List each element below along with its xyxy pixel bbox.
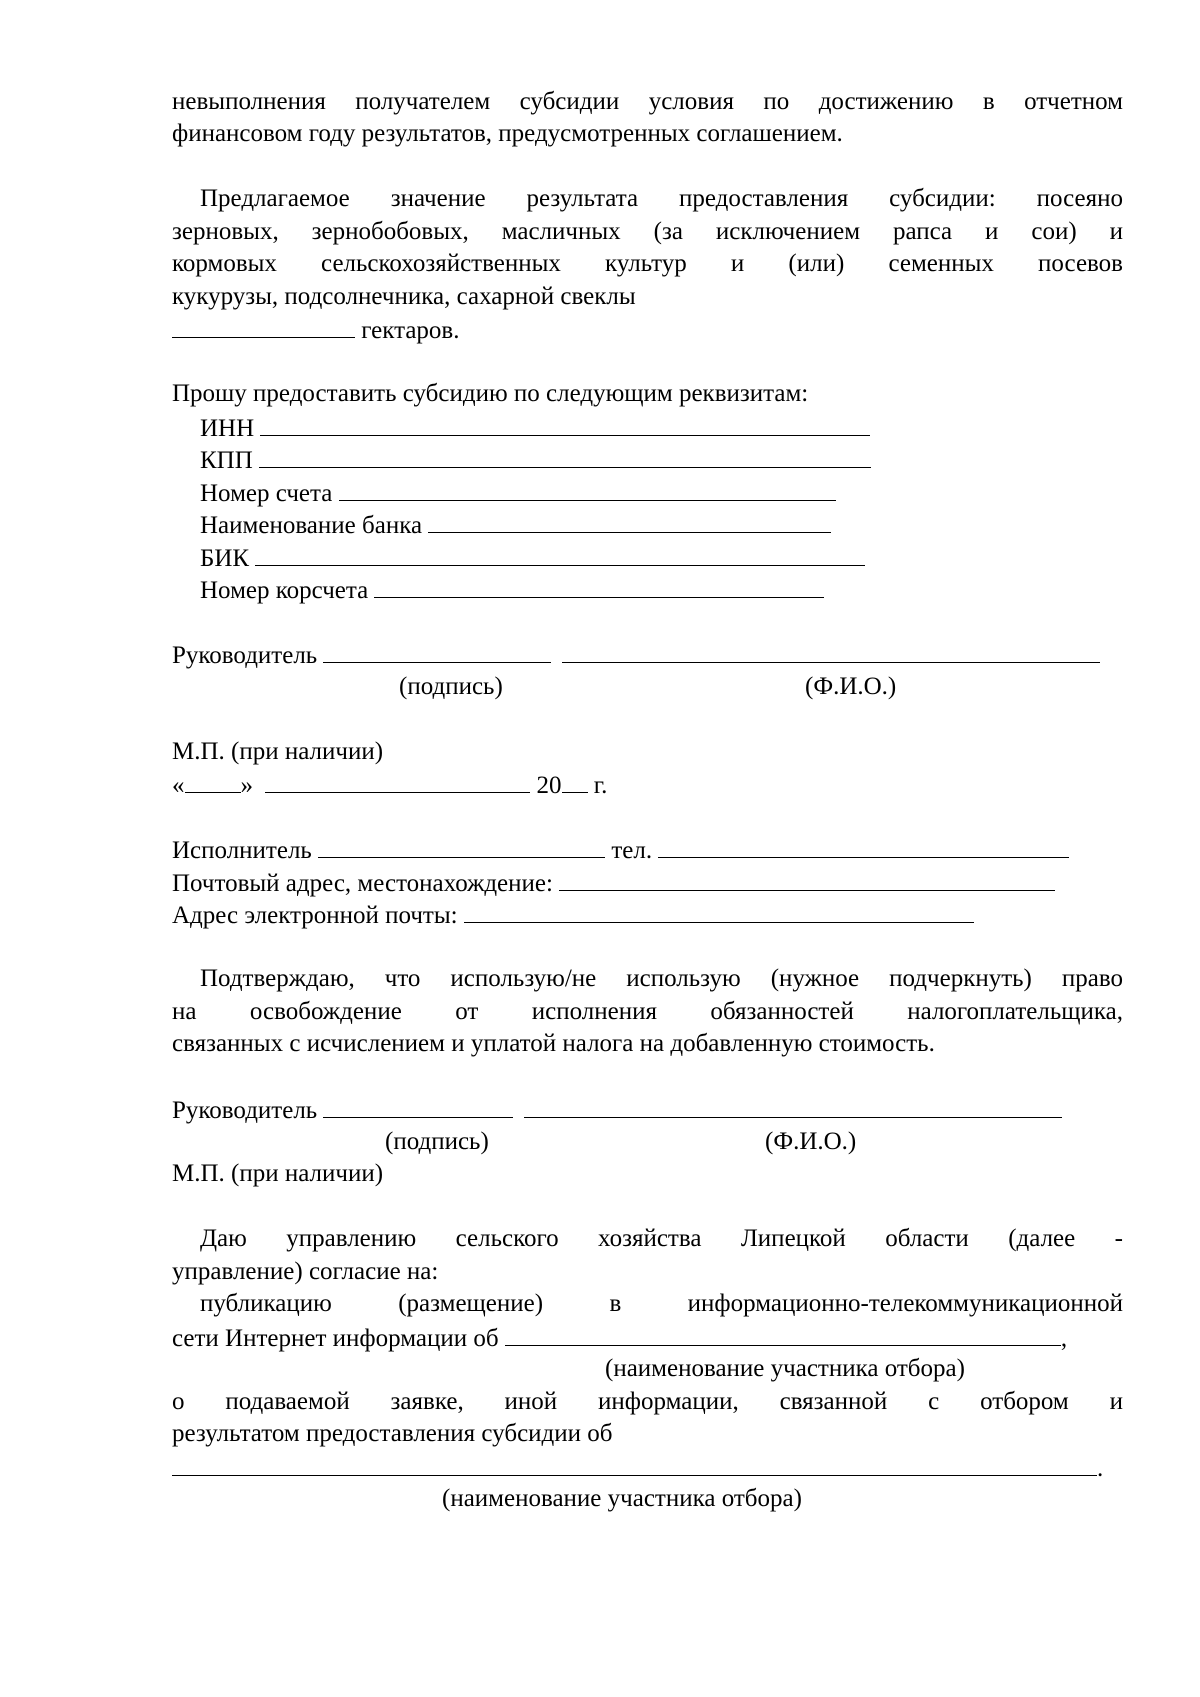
consent-line-1: Даю управлению сельского хозяйства Липецкой области (далее -	[200, 1225, 1123, 1252]
corr-blank[interactable]	[374, 573, 824, 598]
participant-caption-2: (наименование участника отбора)	[442, 1485, 802, 1512]
results-line-1: невыполнения получателем субсидии условия по достижению в отчетном	[172, 88, 1123, 115]
tel-blank[interactable]	[658, 833, 1069, 858]
year-prefix: 20	[536, 772, 562, 799]
vat-line-1: Подтверждаю, что использую/не использую (нужное подчеркнуть) право	[200, 965, 1123, 992]
kpp-label: КПП	[200, 447, 253, 474]
value-line-4: кукурузы, подсолнечника, сахарной свеклы	[172, 283, 636, 310]
vat-line-3: связанных с исчислением и уплатой налога на добавленную стоимость.	[172, 1030, 935, 1057]
email-row	[172, 898, 974, 932]
fio-caption-1: (Ф.И.О.)	[805, 673, 897, 700]
inn-blank[interactable]	[260, 411, 870, 436]
head-label-2: Руководитель	[172, 1097, 318, 1124]
bank-label: Наименование банка	[200, 512, 423, 539]
date-quote-open: «	[172, 772, 185, 799]
account-label: Номер счета	[200, 480, 333, 507]
signature-caption-1: (подпись)	[399, 673, 503, 700]
participant-caption-1: (наименование участника отбора)	[605, 1355, 965, 1382]
consent-comma: ,	[1060, 1325, 1068, 1352]
corr-label: Номер корсчета	[200, 577, 369, 604]
fio-caption-2: (Ф.И.О.)	[765, 1128, 857, 1155]
inn-label: ИНН	[200, 415, 255, 442]
kpp-row	[200, 443, 871, 477]
year-suffix: г.	[593, 772, 608, 799]
value-line-1: Предлагаемое значение результата предоставления субсидии: посеяно	[200, 185, 1123, 212]
address-blank[interactable]	[559, 866, 1055, 891]
day-blank[interactable]	[185, 768, 241, 793]
consent-line-3: публикацию (размещение) в информационно-телекоммуникационной	[200, 1290, 1123, 1317]
participant-row-2	[172, 1451, 1103, 1485]
signature-blank-2[interactable]	[323, 1093, 513, 1118]
executor-row	[172, 833, 1069, 867]
month-blank[interactable]	[265, 768, 530, 793]
tel-label: тел.	[611, 837, 653, 864]
fio-blank-2[interactable]	[524, 1093, 1062, 1118]
signature-row-2	[172, 1093, 1062, 1127]
head-label-1: Руководитель	[172, 642, 318, 669]
value-line-2: зерновых, зернобобовых, масличных (за исключением рапса и сои) и	[172, 218, 1123, 245]
consent-line-4	[172, 1321, 1067, 1355]
hectares-suffix: гектаров.	[361, 317, 460, 344]
consent-period: .	[1097, 1455, 1104, 1482]
bik-blank[interactable]	[255, 541, 865, 566]
date-quote-close: »	[240, 772, 253, 799]
hectares-line	[172, 313, 459, 347]
signature-blank-1[interactable]	[323, 638, 551, 663]
account-blank[interactable]	[339, 476, 836, 501]
corr-row	[200, 573, 824, 607]
executor-label: Исполнитель	[172, 837, 312, 864]
fio-blank-1[interactable]	[562, 638, 1100, 663]
participant-blank-2[interactable]	[172, 1451, 1097, 1476]
bik-label: БИК	[200, 545, 250, 572]
account-row	[200, 476, 836, 510]
participant-blank-1[interactable]	[505, 1321, 1061, 1346]
email-label: Адрес электронной почты:	[172, 902, 458, 929]
consent-line-6: результатом предоставления субсидии об	[172, 1420, 613, 1447]
consent-line-4-text: сети Интернет информации об	[172, 1325, 499, 1352]
vat-line-2: на освобождение от исполнения обязанностей налогоплательщика,	[172, 998, 1123, 1025]
consent-line-2: управление) согласие на:	[172, 1258, 439, 1285]
inn-row	[200, 411, 870, 445]
executor-blank[interactable]	[318, 833, 605, 858]
consent-line-5: о подаваемой заявке, иной информации, связанной с отбором и	[172, 1388, 1123, 1415]
requisites-intro: Прошу предоставить субсидию по следующим реквизитам:	[172, 380, 809, 407]
signature-row-1	[172, 638, 1100, 672]
kpp-blank[interactable]	[259, 443, 871, 468]
address-row	[172, 866, 1055, 900]
year-blank[interactable]	[562, 768, 588, 793]
bik-row	[200, 541, 865, 575]
results-line-2: финансовом году результатов, предусмотренных соглашением.	[172, 120, 843, 147]
date-row	[172, 768, 607, 802]
stamp-label-2: М.П. (при наличии)	[172, 1160, 384, 1187]
bank-blank[interactable]	[428, 508, 831, 533]
email-blank[interactable]	[464, 898, 974, 923]
value-line-3: кормовых сельскохозяйственных культур и (или) семенных посевов	[172, 250, 1123, 277]
stamp-label-1: М.П. (при наличии)	[172, 738, 384, 765]
signature-caption-2: (подпись)	[385, 1128, 489, 1155]
bank-row	[200, 508, 831, 542]
address-label: Почтовый адрес, местонахождение:	[172, 870, 553, 897]
hectares-blank[interactable]	[172, 313, 355, 338]
